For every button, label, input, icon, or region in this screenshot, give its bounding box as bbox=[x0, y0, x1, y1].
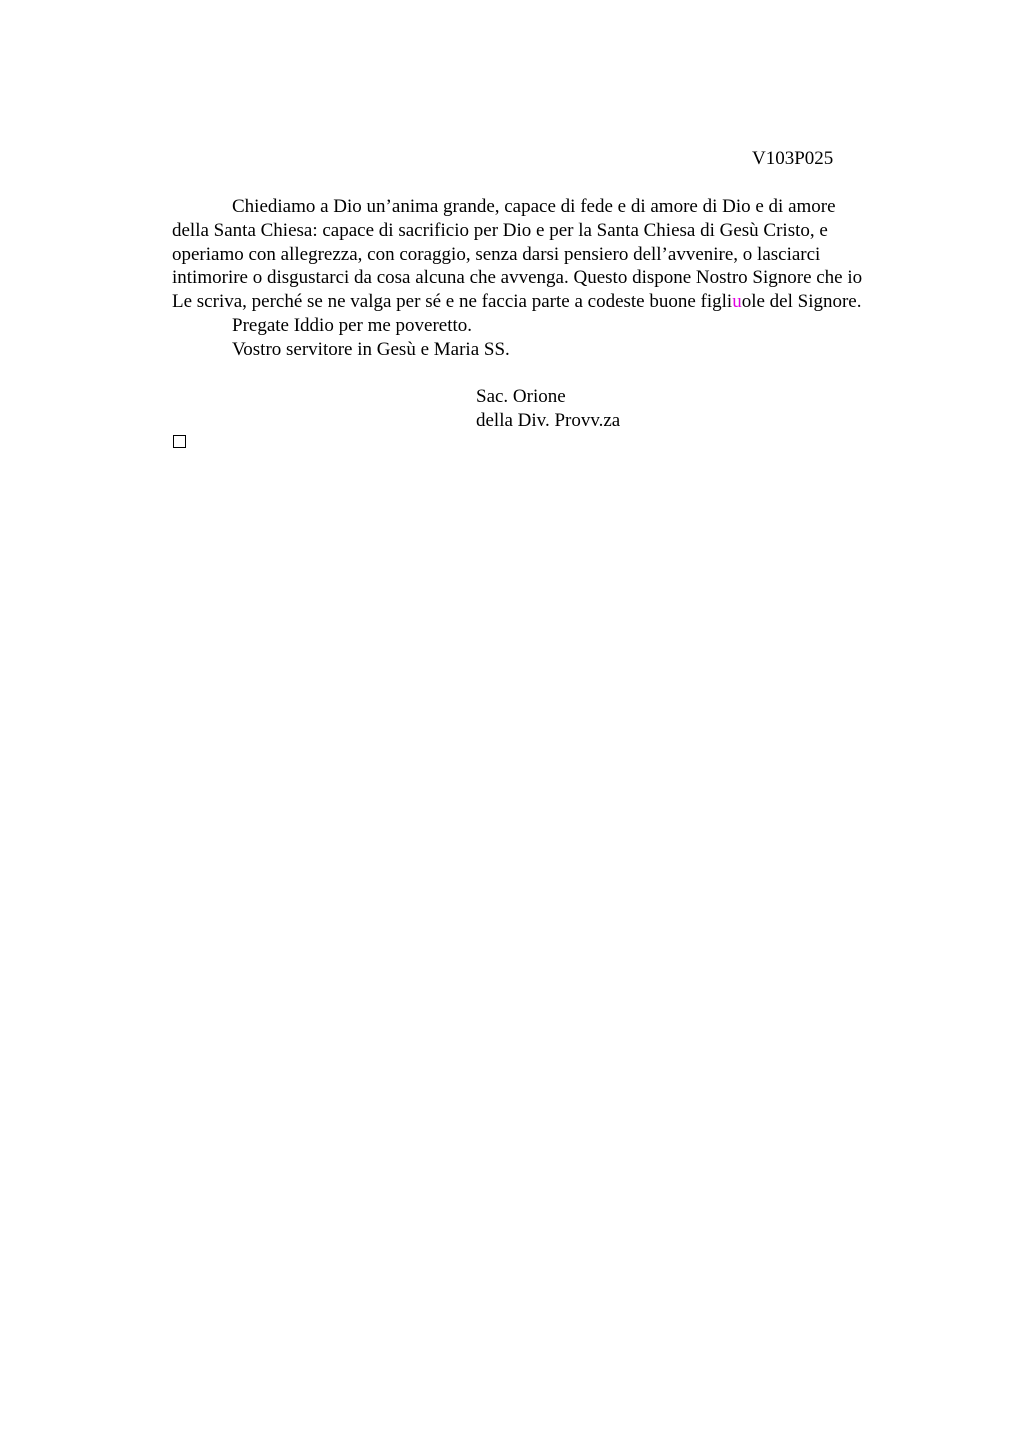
letter-body bbox=[172, 195, 932, 362]
last-line-before: Le scriva, perché se ne valga per sé e ne faccia parte a codeste buone figli bbox=[172, 291, 733, 313]
signature-name: Sac. Orione bbox=[476, 386, 566, 407]
end-of-text-box-icon bbox=[173, 435, 186, 448]
paragraph-line: operiamo con allegrezza, con coraggio, senza darsi pensiero dell’avvenire, o lasciarci bbox=[172, 243, 821, 265]
paragraph-line-last bbox=[172, 290, 932, 314]
last-line-after: ole del Signore. bbox=[741, 291, 862, 313]
signature-block bbox=[476, 385, 620, 432]
document-reference-code: V103P025 bbox=[752, 148, 834, 169]
highlighted-letter: u bbox=[732, 291, 742, 313]
paragraph-line: della Santa Chiesa: capace di sacrificio per Dio e per la Santa Chiesa di Gesù Cristo, e bbox=[172, 219, 828, 241]
closing-line: Vostro servitore in Gesù e Maria SS. bbox=[232, 338, 510, 360]
closing-line: Pregate Iddio per me poveretto. bbox=[232, 314, 473, 336]
paragraph-line: intimorire o disgustarci da cosa alcuna che avvenga. Questo dispone Nostro Signore che io bbox=[172, 267, 863, 289]
signature-affiliation: della Div. Provv.za bbox=[476, 409, 621, 431]
paragraph-line: Chiediamo a Dio un’anima grande, capace di fede e di amore di Dio e di amore bbox=[232, 196, 836, 217]
